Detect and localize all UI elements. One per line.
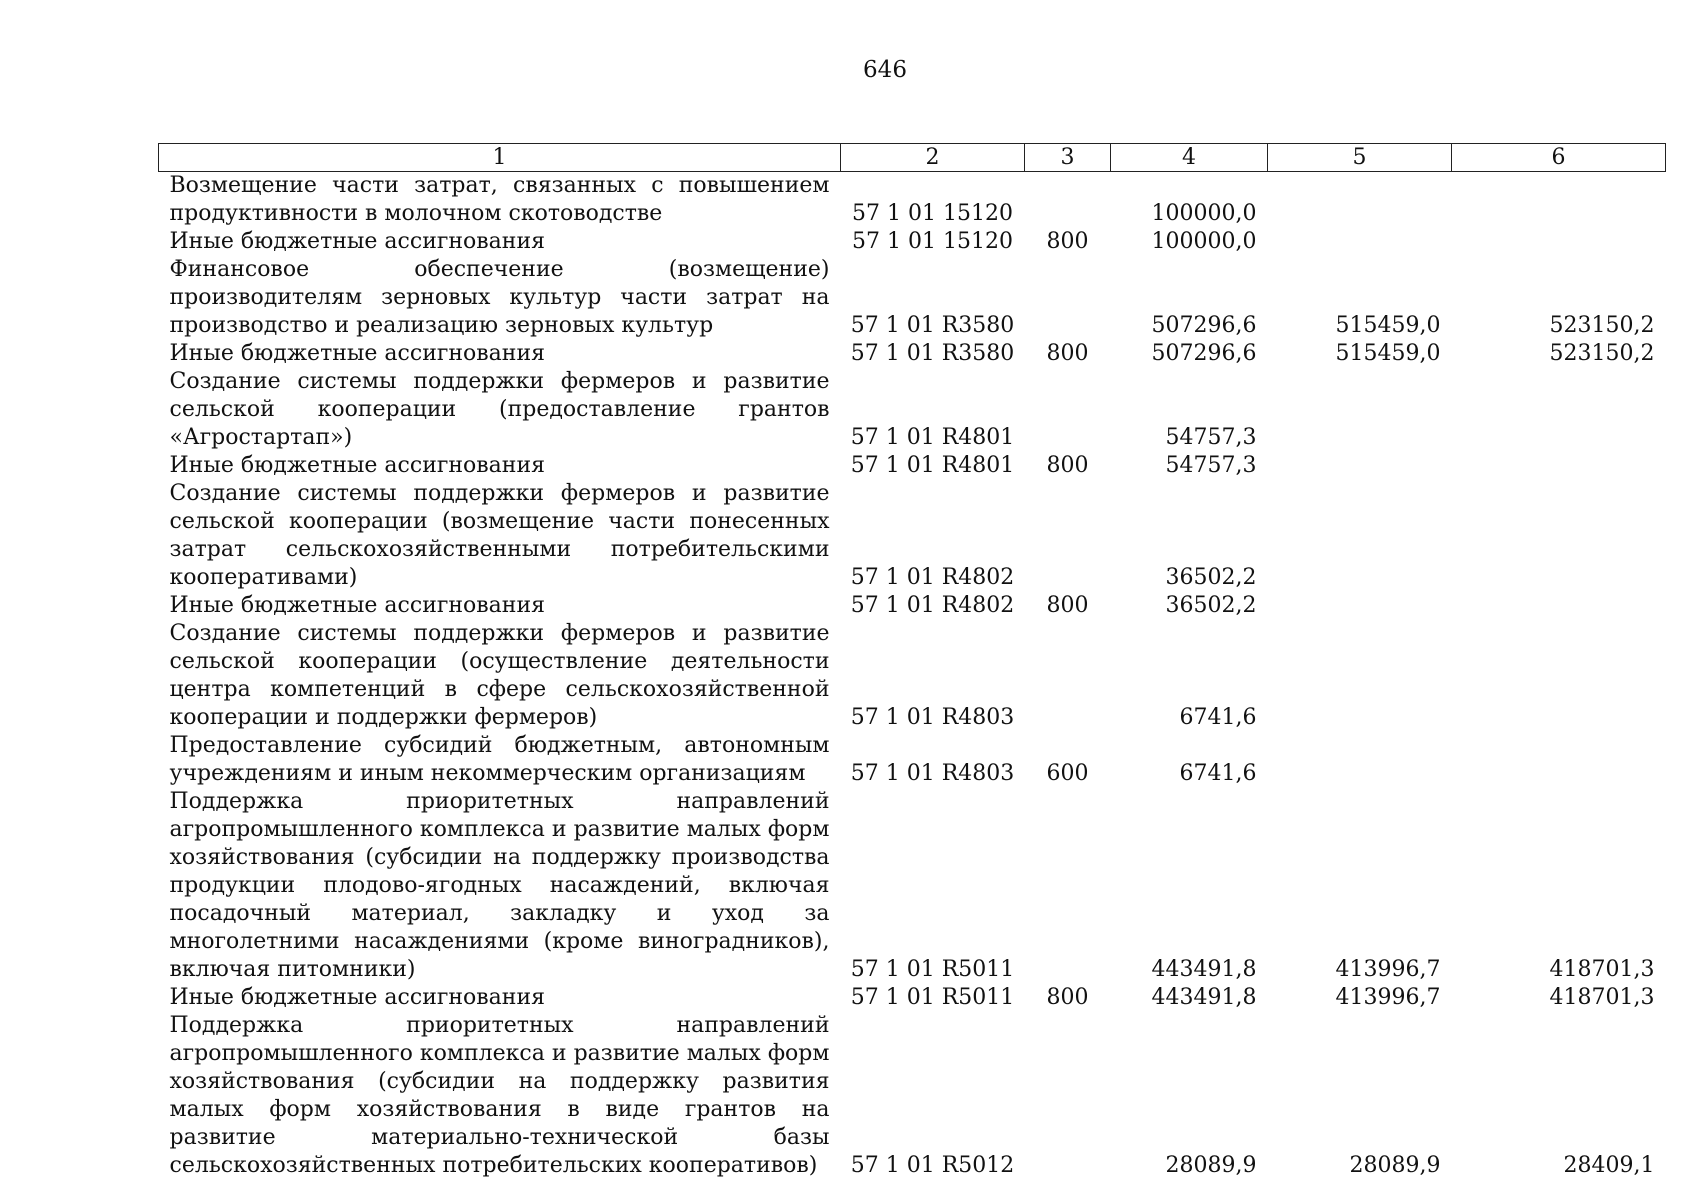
row-expense-type — [1025, 1012, 1111, 1180]
row-value-col6: 523150,2 — [1549, 341, 1655, 366]
row-value-col6 — [1452, 592, 1666, 620]
row-value-col4: 100000,0 — [1151, 229, 1257, 254]
row-value-col6: 523150,2 — [1549, 313, 1655, 338]
row-value-col4: 28089,9 — [1165, 1153, 1257, 1178]
row-name: Поддержка приоритетных направлений агропромышленного комплекса и развитие малых форм хозяйствования (субсидии на поддержку производства продукции плодово-ягодных насаждений, включая посадочный материал, закладку и уход за многолетними насаждениями (кроме виноградников), включая питомники) — [169, 789, 830, 982]
row-value-col6 — [1452, 172, 1666, 229]
row-code: 57 1 01 R4803 — [850, 761, 1015, 786]
row-name: Иные бюджетные ассигнования — [169, 229, 545, 254]
table-row — [159, 732, 1666, 788]
row-value-col5 — [1268, 452, 1452, 480]
row-value-col6 — [1452, 732, 1666, 788]
row-value-col4: 6741,6 — [1179, 761, 1257, 786]
row-expense-type: 600 — [1046, 761, 1089, 786]
row-expense-type — [1025, 256, 1111, 340]
row-value-col4: 54757,3 — [1165, 453, 1257, 478]
row-expense-type: 800 — [1046, 341, 1089, 366]
page-number: 646 — [863, 57, 907, 83]
row-name: Создание системы поддержки фермеров и развитие сельской кооперации (предоставление грантов «Агростартап») — [169, 369, 830, 450]
table-row — [159, 984, 1666, 1012]
header-col-4: 4 — [1111, 144, 1268, 172]
row-expense-type — [1025, 172, 1111, 229]
row-code: 57 1 01 15120 — [852, 229, 1013, 254]
row-name: Возмещение части затрат, связанных с повышением продуктивности в молочном скотоводстве — [169, 173, 830, 226]
table-row — [159, 1012, 1666, 1180]
row-code: 57 1 01 R4803 — [850, 705, 1015, 730]
budget-table — [158, 143, 1666, 1180]
row-name: Финансовое обеспечение (возмещение) производителям зерновых культур части затрат на производство и реализацию зерновых культур — [169, 257, 830, 338]
row-value-col5 — [1268, 480, 1452, 592]
table-row — [159, 620, 1666, 732]
header-col-1: 1 — [159, 144, 841, 172]
row-value-col5 — [1268, 368, 1452, 452]
table-row — [159, 592, 1666, 620]
row-expense-type: 800 — [1046, 453, 1089, 478]
row-value-col5: 28089,9 — [1349, 1153, 1441, 1178]
table-row — [159, 368, 1666, 452]
row-name: Создание системы поддержки фермеров и развитие сельской кооперации (осуществление деятельности центра компетенций в сфере сельскохозяйственной кооперации и поддержки фермеров) — [169, 621, 830, 730]
row-code: 57 1 01 R4801 — [850, 453, 1015, 478]
row-value-col5: 413996,7 — [1335, 957, 1441, 982]
table-row — [159, 788, 1666, 984]
row-name: Создание системы поддержки фермеров и развитие сельской кооперации (возмещение части понесенных затрат сельскохозяйственными потребительскими кооперативами) — [169, 481, 830, 590]
table-row — [159, 228, 1666, 256]
table-row — [159, 256, 1666, 340]
row-code: 57 1 01 R3580 — [850, 341, 1015, 366]
header-col-5: 5 — [1268, 144, 1452, 172]
row-value-col5 — [1268, 228, 1452, 256]
row-expense-type: 800 — [1046, 593, 1089, 618]
header-col-2: 2 — [841, 144, 1025, 172]
row-name: Иные бюджетные ассигнования — [169, 985, 545, 1010]
row-expense-type: 800 — [1046, 229, 1089, 254]
row-value-col5 — [1268, 732, 1452, 788]
row-value-col4: 507296,6 — [1151, 341, 1257, 366]
row-value-col5: 515459,0 — [1335, 313, 1441, 338]
row-value-col5: 515459,0 — [1335, 341, 1441, 366]
table-body — [159, 172, 1666, 1181]
table-row — [159, 452, 1666, 480]
row-expense-type — [1025, 788, 1111, 984]
header-row — [159, 144, 1666, 172]
row-expense-type — [1025, 480, 1111, 592]
row-value-col4: 443491,8 — [1151, 985, 1257, 1010]
row-value-col4: 36502,2 — [1165, 565, 1257, 590]
row-value-col6: 418701,3 — [1549, 957, 1655, 982]
row-value-col6 — [1452, 452, 1666, 480]
row-code: 57 1 01 R4802 — [850, 593, 1015, 618]
row-name: Поддержка приоритетных направлений агропромышленного комплекса и развитие малых форм хозяйствования (субсидии на поддержку развития малых форм хозяйствования в виде грантов на развитие материально-технической базы сельскохозяйственных потребительских кооперативов) — [169, 1013, 830, 1178]
row-name: Иные бюджетные ассигнования — [169, 453, 545, 478]
row-value-col6 — [1452, 480, 1666, 592]
row-value-col6: 418701,3 — [1549, 985, 1655, 1010]
row-name: Иные бюджетные ассигнования — [169, 593, 545, 618]
table-row — [159, 480, 1666, 592]
row-value-col6 — [1452, 368, 1666, 452]
row-code: 57 1 01 R5012 — [850, 1153, 1015, 1178]
row-expense-type — [1025, 620, 1111, 732]
row-code: 57 1 01 R5011 — [850, 957, 1015, 982]
row-name: Предоставление субсидий бюджетным, автономным учреждениям и иным некоммерческим организациям — [169, 733, 830, 786]
row-value-col6: 28409,1 — [1563, 1153, 1655, 1178]
row-expense-type — [1025, 368, 1111, 452]
row-value-col4: 100000,0 — [1151, 201, 1257, 226]
row-value-col4: 36502,2 — [1165, 593, 1257, 618]
row-value-col5 — [1268, 592, 1452, 620]
row-value-col4: 54757,3 — [1165, 425, 1257, 450]
row-value-col6 — [1452, 620, 1666, 732]
row-name: Иные бюджетные ассигнования — [169, 341, 545, 366]
row-value-col5 — [1268, 172, 1452, 229]
row-code: 57 1 01 R3580 — [850, 313, 1015, 338]
table-row — [159, 340, 1666, 368]
row-expense-type: 800 — [1046, 985, 1089, 1010]
row-code: 57 1 01 R5011 — [850, 985, 1015, 1010]
row-value-col4: 507296,6 — [1151, 313, 1257, 338]
row-value-col5: 413996,7 — [1335, 985, 1441, 1010]
table-header — [159, 144, 1666, 172]
header-col-3: 3 — [1025, 144, 1111, 172]
row-value-col5 — [1268, 620, 1452, 732]
row-code: 57 1 01 R4802 — [850, 565, 1015, 590]
row-value-col4: 443491,8 — [1151, 957, 1257, 982]
header-col-6: 6 — [1452, 144, 1666, 172]
row-value-col4: 6741,6 — [1179, 705, 1257, 730]
table-row — [159, 172, 1666, 229]
row-code: 57 1 01 R4801 — [850, 425, 1015, 450]
row-value-col6 — [1452, 228, 1666, 256]
row-code: 57 1 01 15120 — [852, 201, 1013, 226]
